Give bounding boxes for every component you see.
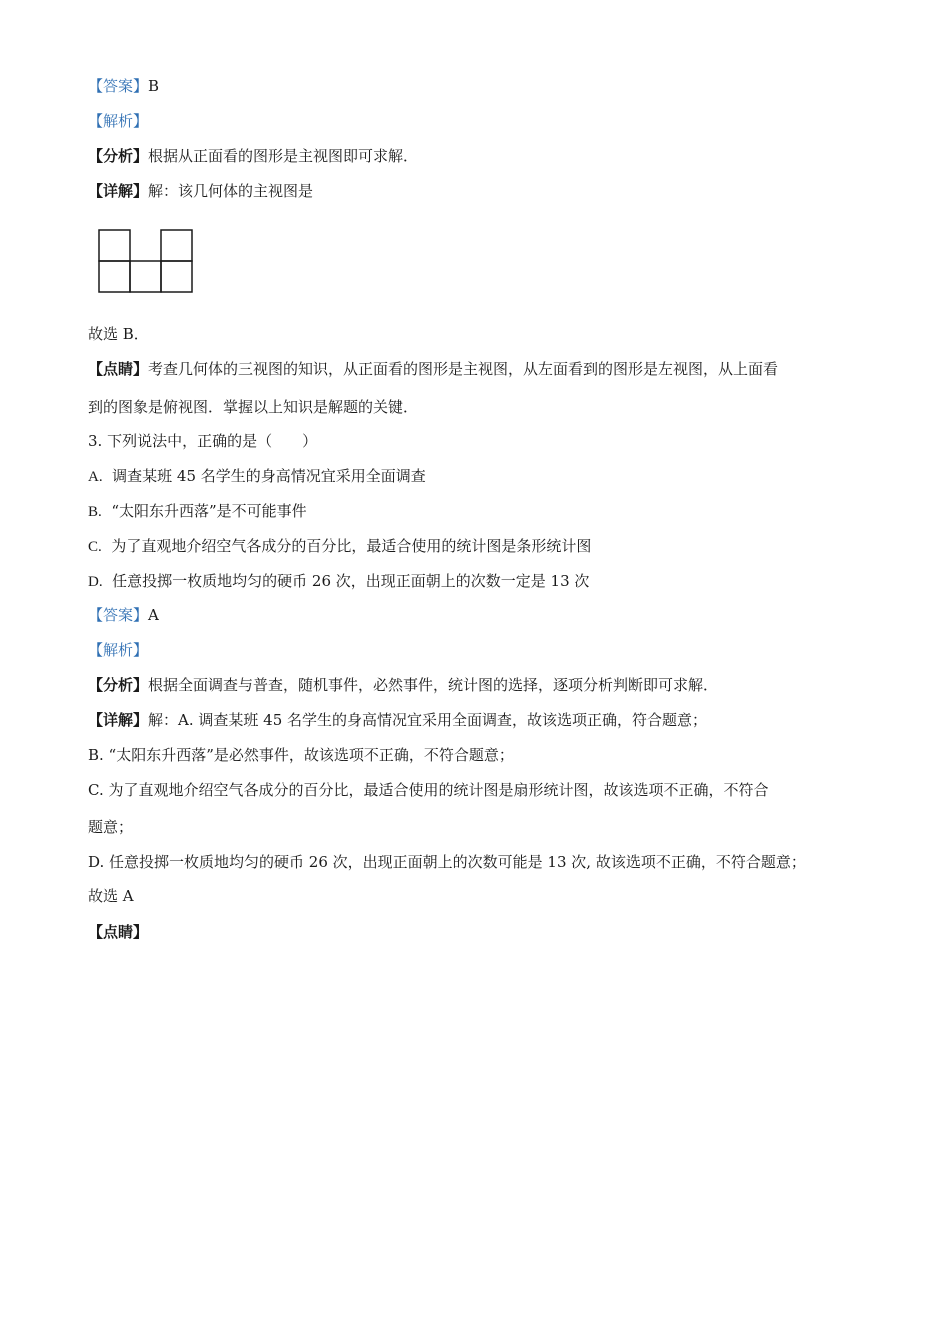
figure-square-top-left — [99, 230, 130, 261]
q3-option-a-letter: A. — [88, 469, 103, 485]
figure-square-bottom-right — [161, 261, 192, 292]
q2-fenxi-line — [88, 146, 864, 166]
figure-square-bottom-middle — [130, 261, 161, 292]
q2-comment-line2: 到的图象是俯视图．掌握以上知识是解题的关键． — [88, 398, 419, 416]
q3-option-d-text: 任意投掷一枚质地均匀的硬币 26 次，出现正面朝上的次数一定是 13 次 — [112, 572, 590, 590]
q3-conclusion: 故选 A — [88, 887, 134, 905]
q2-fenxi-text: 根据从正面看的图形是主视图即可求解． — [148, 147, 419, 165]
q2-fenxi-tag: 【分析】 — [88, 147, 149, 165]
q3-comment-tag: 【点睛】 — [88, 923, 149, 941]
q3-detail-c-line1: C. 为了直观地介绍空气各成分的百分比，最适合使用的统计图是扇形统计图，故该选项不正确，不符合 — [88, 781, 769, 799]
q3-detail-c-line2: 题意； — [88, 818, 134, 836]
q3-option-a-text: 调查某班 45 名学生的身高情况宜采用全面调查 — [112, 467, 426, 485]
q3-stem: 3. 下列说法中，正确的是（ ） — [88, 432, 318, 450]
q3-detail-b: B. “太阳东升西落”是必然事件，故该选项不正确，不符合题意； — [88, 746, 514, 764]
q3-option-a — [88, 466, 864, 487]
q2-comment-tag: 【点睛】 — [88, 360, 149, 378]
q3-option-b-text: “太阳东升西落”是不可能事件 — [111, 502, 307, 520]
q3-detail-text: 解：A. 调查某班 45 名学生的身高情况宜采用全面调查，故该选项正确，符合题意； — [148, 711, 708, 729]
q2-comment-line1 — [88, 359, 864, 379]
q3-option-b — [88, 501, 864, 522]
q2-detail-line — [88, 181, 864, 201]
q2-conclusion: 故选 B． — [88, 325, 149, 343]
q3-analysis-tag: 【解析】 — [88, 641, 149, 659]
figure-square-top-right — [161, 230, 192, 261]
q3-answer-line — [88, 605, 864, 625]
q3-detail-line — [88, 710, 864, 730]
figure-square-bottom-left — [99, 261, 130, 292]
q2-answer-line — [88, 76, 864, 96]
q3-answer-value: A — [148, 606, 159, 624]
q2-answer-value: B — [148, 77, 160, 95]
q3-detail-d: D. 任意投掷一枚质地均匀的硬币 26 次，出现正面朝上的次数可能是 13 次, 故该选项不正确，不符合题意； — [88, 853, 806, 871]
q3-fenxi-tag: 【分析】 — [88, 676, 149, 694]
q3-option-c-letter: C. — [88, 539, 102, 555]
q3-fenxi-line — [88, 675, 864, 695]
q2-answer-tag: 【答案】 — [88, 77, 149, 95]
q3-option-c — [88, 536, 864, 557]
q2-detail-tag: 【详解】 — [88, 182, 149, 200]
q3-detail-tag: 【详解】 — [88, 711, 149, 729]
main-view-figure — [98, 229, 194, 293]
q2-analysis-tag: 【解析】 — [88, 112, 149, 130]
q3-fenxi-text: 根据全面调查与普查，随机事件，必然事件，统计图的选择，逐项分析判断即可求解． — [148, 676, 719, 694]
q3-answer-tag: 【答案】 — [88, 606, 149, 624]
q3-option-d — [88, 571, 864, 592]
q3-option-c-text: 为了直观地介绍空气各成分的百分比，最适合使用的统计图是条形统计图 — [111, 537, 592, 555]
q2-detail-text: 解：该几何体的主视图是 — [148, 182, 314, 200]
q3-option-b-letter: B. — [88, 504, 102, 520]
q2-comment-text-1: 考查几何体的三视图的知识，从正面看的图形是主视图，从左面看到的图形是左视图，从上面看 — [148, 360, 779, 378]
q3-option-d-letter: D. — [88, 574, 103, 590]
